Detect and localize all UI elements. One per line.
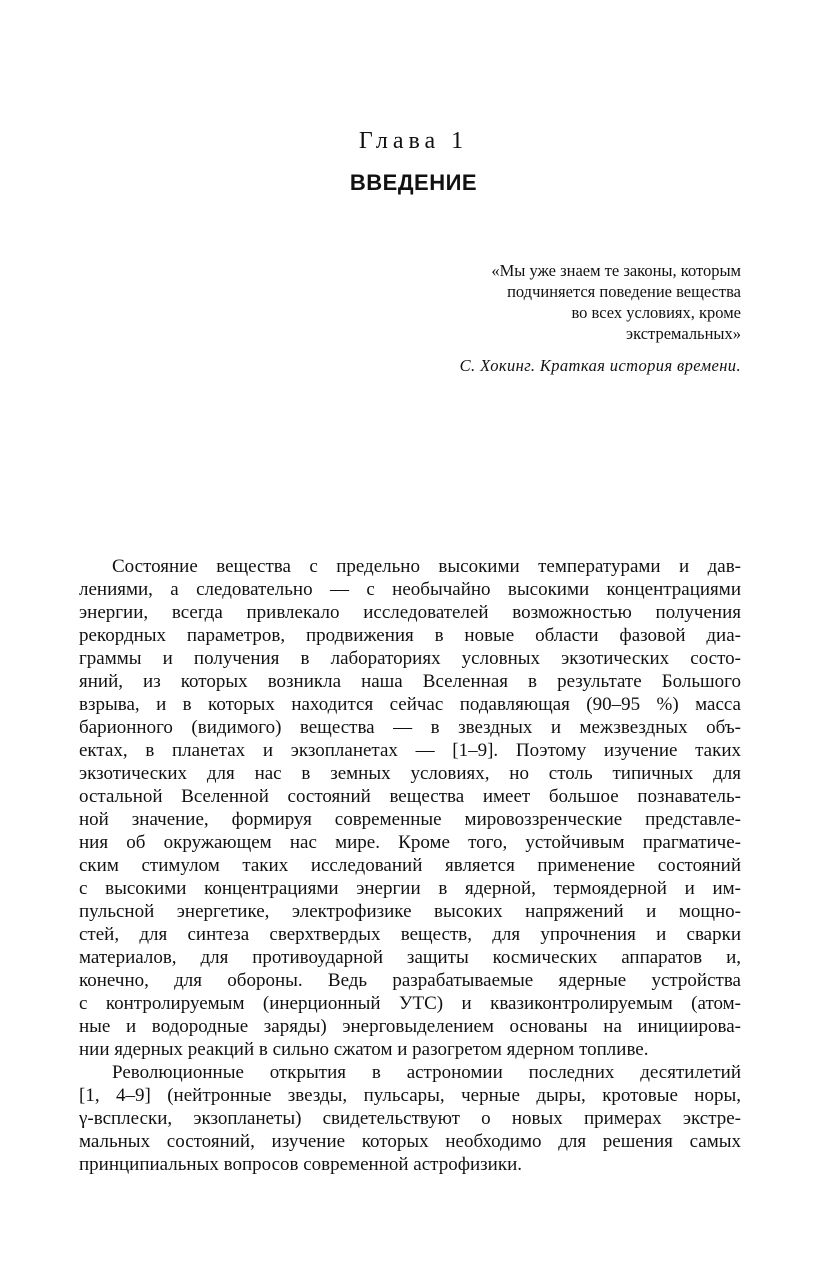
text-line: экзотических для нас в земных условиях, но столь типичных для (79, 763, 741, 784)
chapter-number: Глава 1 (358, 128, 469, 154)
text-line: ектах, в планетах и экзопланетах — [1–9]. Поэтому изучение таких (79, 740, 741, 761)
text-line: нии ядерных реакций в сильно сжатом и разогретом ядерном топливе. (79, 1039, 649, 1060)
text-line: материалов, для противоударной защиты космических аппаратов и, (79, 947, 741, 968)
epigraph-source: С. Хокинг. Краткая история времени. (459, 356, 741, 375)
epigraph (321, 260, 741, 376)
text-line: граммы и получения в лабораториях условных экзотических состо- (79, 648, 741, 669)
text-line: γ-всплески, экзопланеты) свидетельствуют о новых примерах экстре- (79, 1108, 741, 1129)
text-line: мальных состояний, изучение которых необходимо для решения самых (79, 1131, 741, 1152)
text-line: яний, из которых возникла наша Вселенная в результате Большого (79, 671, 741, 692)
epigraph-quote (321, 260, 741, 344)
epigraph-line: подчиняется поведение вещества (507, 282, 741, 301)
text-line: ные и водородные заряды) энерговыделением основаны на инициирова- (79, 1016, 741, 1037)
text-line: Революционные открытия в астрономии последних десятилетий (112, 1062, 741, 1083)
text-line: энергии, всегда привлекало исследователей возможностью получения (79, 602, 741, 623)
text-line: ским стимулом таких исследований является применение состояний (79, 855, 741, 876)
text-line: барионного (видимого) вещества — в звездных и межзвездных объ- (79, 717, 741, 738)
text-line: принципиальных вопросов современной астрофизики. (79, 1154, 522, 1175)
text-line: стей, для синтеза сверхтвердых веществ, для упрочнения и сварки (79, 924, 741, 945)
paragraph (79, 555, 741, 1061)
text-line: рекордных параметров, продвижения в новые области фазовой диа- (79, 625, 741, 646)
chapter-title: ВВЕДЕНИЕ (349, 170, 478, 195)
text-line: лениями, а следовательно — с необычайно высокими концентрациями (79, 579, 741, 600)
text-line: с высокими концентрациями энергии в ядерной, термоядерной и им- (79, 878, 741, 899)
epigraph-line: во всех условиях, кроме (571, 303, 741, 322)
text-line: [1, 4–9] (нейтронные звезды, пульсары, черные дыры, кротовые норы, (79, 1085, 741, 1106)
paragraph (79, 1061, 741, 1176)
text-line: с контролируемым (инерционный УТС) и квазиконтролируемым (атом- (79, 993, 741, 1014)
text-line: конечно, для обороны. Ведь разрабатываемые ядерные устройства (79, 970, 741, 991)
body-text (79, 555, 741, 1176)
epigraph-line: «Мы уже знаем те законы, которым (491, 261, 741, 280)
epigraph-line: экстремальных» (626, 324, 741, 343)
text-line: пульсной энергетике, электрофизике высоких напряжений и мощно- (79, 901, 741, 922)
text-line: ной значение, формируя современные мировоззренческие представле- (79, 809, 741, 830)
text-line: остальной Вселенной состояний вещества имеет большое познаватель- (79, 786, 741, 807)
text-line: ния об окружающем нас мире. Кроме того, устойчивым прагматиче- (79, 832, 741, 853)
text-line: взрыва, и в которых находится сейчас подавляющая (90–95 %) масса (79, 694, 741, 715)
text-line: Состояние вещества с предельно высокими температурами и дав- (112, 556, 741, 577)
